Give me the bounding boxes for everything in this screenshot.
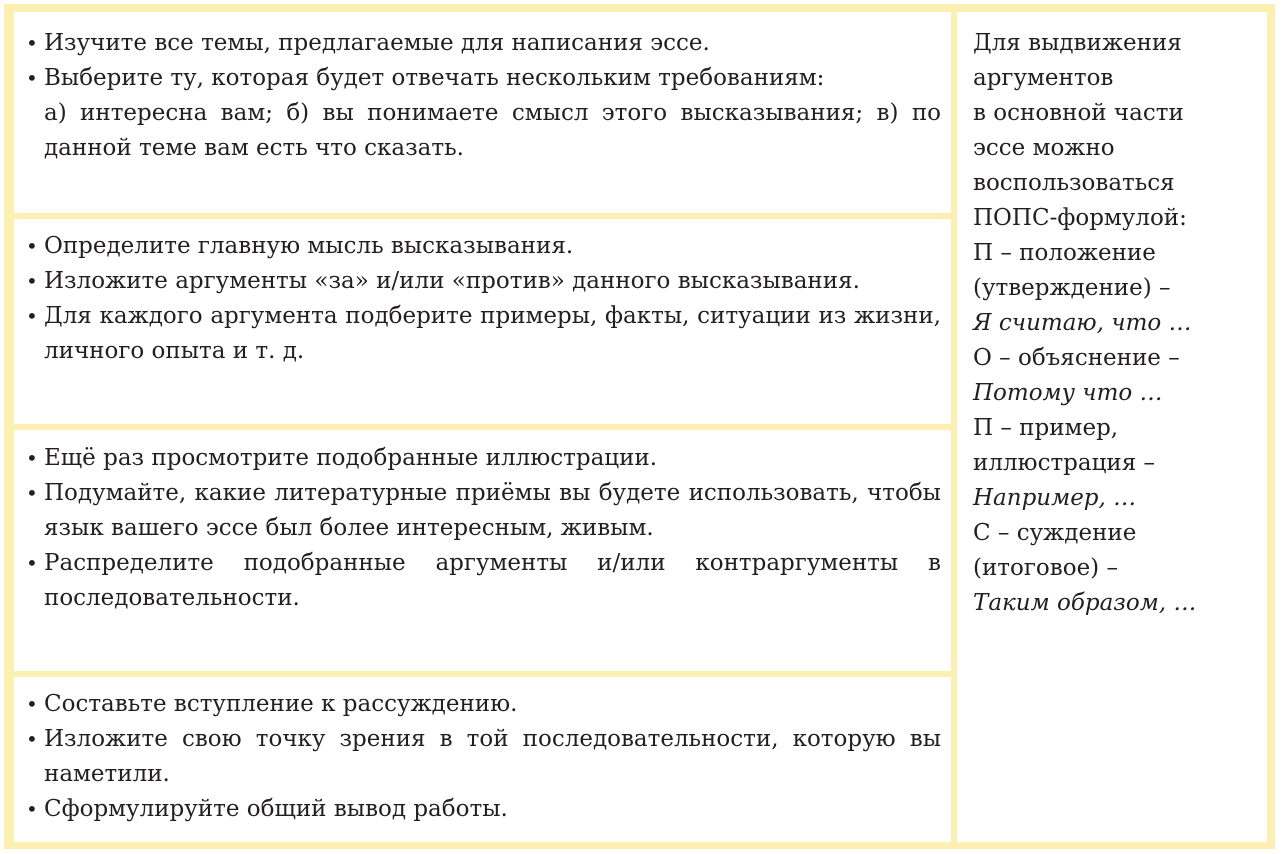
- intro-line: аргументов: [973, 65, 1114, 91]
- list-item: [26, 687, 951, 722]
- list-item-text: Подумайте, какие литературные приёмы вы будете использовать, чтобы язык вашего эссе был более интересным, живым.: [44, 480, 941, 541]
- list-item: [26, 26, 951, 61]
- formula-example-example: Например, …: [973, 485, 1137, 511]
- step-4-list: [14, 677, 951, 827]
- formula-term-position: (утверждение) –: [973, 275, 1171, 301]
- formula-term-position: П – положение: [973, 240, 1156, 266]
- bullet-icon: •: [26, 481, 38, 505]
- step-3-box: [14, 430, 951, 671]
- formula-term-example: П – пример,: [973, 415, 1119, 441]
- intro-line: Для выдвижения: [973, 30, 1182, 56]
- list-item-text: Ещё раз просмотрите подобранные иллюстрации.: [44, 445, 658, 471]
- requirements-text: а) интересна вам; б) вы понимаете смысл этого высказывания; в) по данной теме вам есть что сказать.: [44, 100, 941, 161]
- bullet-icon: •: [26, 692, 38, 716]
- bullet-icon: •: [26, 727, 38, 751]
- bullet-icon: •: [26, 446, 38, 470]
- bullet-icon: •: [26, 269, 38, 293]
- list-item: [26, 792, 951, 827]
- list-item: [26, 441, 951, 476]
- list-item: [26, 546, 951, 616]
- formula-example-position: Я считаю, что …: [973, 310, 1192, 336]
- pops-formula-text: [957, 12, 1267, 621]
- bullet-icon: •: [26, 304, 38, 328]
- list-item: [26, 722, 951, 792]
- list-item: [26, 476, 951, 546]
- step-2-box: [14, 219, 951, 424]
- step-1-box: [14, 12, 951, 213]
- intro-line: в основной части: [973, 100, 1184, 126]
- bullet-icon: •: [26, 551, 38, 575]
- formula-term-judgement: С – суждение: [973, 520, 1137, 546]
- step-2-list: [14, 219, 951, 369]
- formula-example-judgement: Таким образом, …: [973, 590, 1197, 616]
- list-item-text: Изложите аргументы «за» и/или «против» данного высказывания.: [44, 268, 860, 294]
- formula-term-example: иллюстрация –: [973, 450, 1156, 476]
- pops-formula-box: [957, 12, 1267, 842]
- step-1-list: [14, 12, 951, 166]
- list-item-text: Составьте вступление к рассуждению.: [44, 691, 518, 717]
- list-item-text: Сформулируйте общий вывод работы.: [44, 796, 508, 822]
- list-item: [26, 229, 951, 264]
- list-item-text: Изложите свою точку зрения в той последовательности, которую вы наметили.: [44, 726, 941, 787]
- formula-term-judgement: (итоговое) –: [973, 555, 1118, 581]
- list-item: [26, 264, 951, 299]
- list-item-text: Распределите подобранные аргументы и/или контраргументы в последовательности.: [44, 550, 941, 611]
- list-item: [26, 299, 951, 369]
- list-item: [26, 61, 951, 166]
- list-item-text: Выберите ту, которая будет отвечать нескольким требованиям:: [44, 65, 825, 91]
- list-item-text: Изучите все темы, предлагаемые для написания эссе.: [44, 30, 710, 56]
- bullet-icon: •: [26, 797, 38, 821]
- formula-term-explanation: О – объяснение –: [973, 345, 1180, 371]
- intro-line: ПОПС-формулой:: [973, 205, 1187, 231]
- intro-line: воспользоваться: [973, 170, 1175, 196]
- step-3-list: [14, 430, 951, 616]
- intro-line: эссе можно: [973, 135, 1115, 161]
- bullet-icon: •: [26, 31, 38, 55]
- bullet-icon: •: [26, 66, 38, 90]
- step-4-box: [14, 677, 951, 842]
- bullet-icon: •: [26, 234, 38, 258]
- formula-example-explanation: Потому что …: [973, 380, 1163, 406]
- list-item-text: Для каждого аргумента подберите примеры, факты, ситуации из жизни, личного опыта и т. д.: [44, 303, 941, 364]
- essay-plan-table: [4, 4, 1275, 849]
- list-item-text: Определите главную мысль высказывания.: [44, 233, 574, 259]
